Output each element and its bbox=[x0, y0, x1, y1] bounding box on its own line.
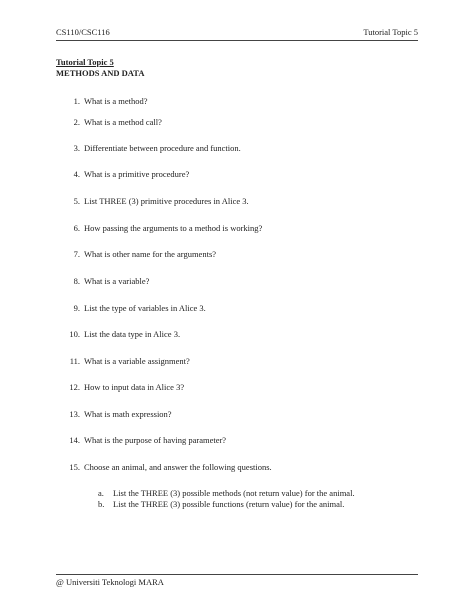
question-text: Choose an animal, and answer the following questions. bbox=[84, 462, 272, 472]
question-text: Differentiate between procedure and function. bbox=[84, 143, 241, 153]
question-number: 4. bbox=[73, 169, 80, 179]
subquestion-text: List the THREE (3) possible functions (return value) for the animal. bbox=[113, 499, 345, 509]
question-number: 11. bbox=[69, 356, 80, 366]
question-text: What is other name for the arguments? bbox=[84, 249, 217, 259]
question-number: 6. bbox=[73, 223, 80, 233]
question-text: How passing the arguments to a method is working? bbox=[84, 223, 263, 233]
question-number: 9. bbox=[73, 303, 80, 313]
question-text: What is a variable assignment? bbox=[84, 356, 190, 366]
question-number: 8. bbox=[73, 276, 80, 286]
question-text: What is the purpose of having parameter? bbox=[84, 435, 227, 445]
question-number: 1. bbox=[73, 96, 80, 106]
question-number: 2. bbox=[73, 117, 80, 127]
page-footer: @ Universiti Teknologi MARA bbox=[56, 577, 164, 587]
question-text: List the data type in Alice 3. bbox=[84, 329, 181, 339]
footer-divider bbox=[56, 574, 418, 575]
subquestion-letter: a. bbox=[98, 488, 104, 498]
page-title: Tutorial Topic 5 bbox=[56, 57, 114, 67]
question-text: What is a method call? bbox=[84, 117, 162, 127]
question-number: 15. bbox=[69, 462, 80, 472]
question-number: 12. bbox=[69, 382, 80, 392]
question-text: What is a method? bbox=[84, 96, 148, 106]
question-text: What is a variable? bbox=[84, 276, 150, 286]
question-text: How to input data in Alice 3? bbox=[84, 382, 185, 392]
question-number: 13. bbox=[69, 409, 80, 419]
question-text: What is math expression? bbox=[84, 409, 172, 419]
subquestion-text: List the THREE (3) possible methods (not return value) for the animal. bbox=[113, 488, 355, 498]
question-number: 3. bbox=[73, 143, 80, 153]
subquestion-letter: b. bbox=[98, 499, 105, 509]
question-text: What is a primitive procedure? bbox=[84, 169, 190, 179]
header-divider bbox=[56, 40, 418, 41]
question-number: 14. bbox=[69, 435, 80, 445]
page-subtitle: METHODS AND DATA bbox=[56, 68, 145, 78]
header-course-code: CS110/CSC116 bbox=[56, 27, 110, 37]
header-topic: Tutorial Topic 5 bbox=[363, 27, 418, 37]
question-text: List THREE (3) primitive procedures in Alice 3. bbox=[84, 196, 249, 206]
question-text: List the type of variables in Alice 3. bbox=[84, 303, 206, 313]
question-number: 5. bbox=[73, 196, 80, 206]
question-number: 10. bbox=[69, 329, 80, 339]
page-header bbox=[56, 27, 418, 39]
question-number: 7. bbox=[73, 249, 80, 259]
